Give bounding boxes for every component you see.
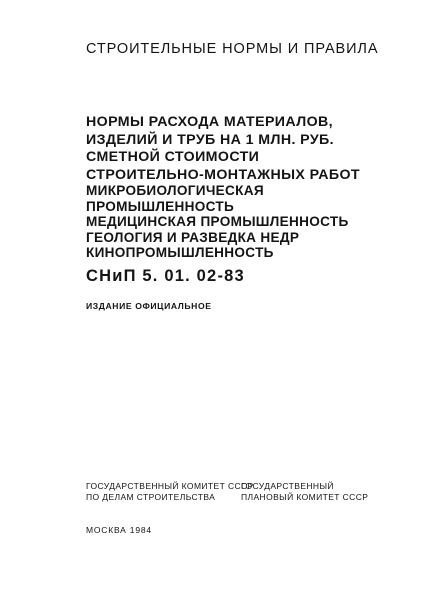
city-year: МОСКВА 1984 xyxy=(86,525,152,535)
series-header: СТРОИТЕЛЬНЫЕ НОРМЫ И ПРАВИЛА xyxy=(86,41,379,57)
committee-planning xyxy=(241,481,368,502)
title-line: СМЕТНОЙ СТОИМОСТИ xyxy=(86,149,260,165)
committee-line: ГОСУДАРСТВЕННЫЙ xyxy=(241,481,334,491)
subtitle-line: МЕДИЦИНСКАЯ ПРОМЫШЛЕННОСТЬ xyxy=(86,214,349,230)
subtitle-line: ГЕОЛОГИЯ И РАЗВЕДКА НЕДР xyxy=(86,229,300,245)
document-title xyxy=(86,114,360,184)
subtitle-line: ПРОМЫШЛЕННОСТЬ xyxy=(86,198,235,214)
title-line: ИЗДЕЛИЙ И ТРУБ НА 1 МЛН. РУБ. xyxy=(86,131,335,148)
committee-line: ПО ДЕЛАМ СТРОИТЕЛЬСТВА xyxy=(86,491,216,502)
document-subtitle xyxy=(86,183,349,261)
committee-line: ГОСУДАРСТВЕННЫЙ КОМИТЕТ СССР xyxy=(86,481,254,491)
committee-construction xyxy=(86,481,254,502)
edition-label: ИЗДАНИЕ ОФИЦИАЛЬНОЕ xyxy=(86,301,212,311)
title-line: СТРОИТЕЛЬНО-МОНТАЖНЫХ РАБОТ xyxy=(86,166,360,183)
subtitle-line: МИКРОБИОЛОГИЧЕСКАЯ xyxy=(86,183,264,198)
committee-line: ПЛАНОВЫЙ КОМИТЕТ СССР xyxy=(241,491,369,502)
document-code: СНиП 5. 01. 02-83 xyxy=(86,267,245,285)
subtitle-line: КИНОПРОМЫШЛЕННОСТЬ xyxy=(86,245,274,261)
title-line: НОРМЫ РАСХОДА МАТЕРИАЛОВ, xyxy=(86,114,334,130)
